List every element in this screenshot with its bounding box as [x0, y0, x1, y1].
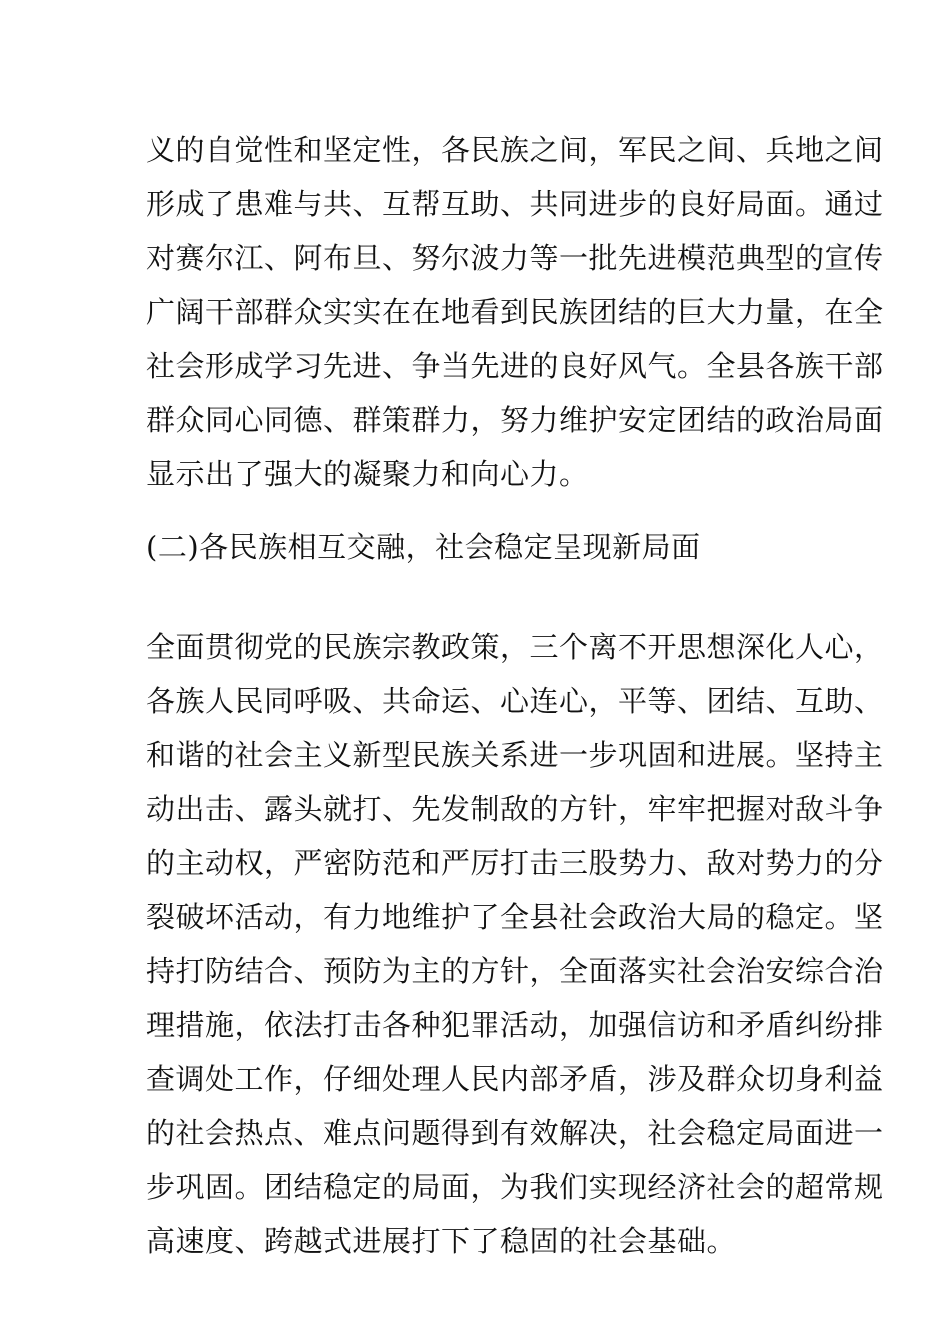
section-heading	[146, 520, 816, 574]
text-line: 显示出了强大的凝聚力和向心力。	[146, 457, 589, 491]
text-line: 各族人民同呼吸、共命运、心连心，平等、团结、互助、	[146, 684, 884, 718]
text-line: 形成了患难与共、互帮互助、共同进步的良好局面。通过	[146, 187, 884, 221]
text-line: 动出击、露头就打、先发制敌的方针，牢牢把握对敌斗争	[146, 792, 884, 826]
text-line: 和谐的社会主义新型民族关系进一步巩固和进展。坚持主	[146, 738, 884, 772]
text-line: 义的自觉性和坚定性，各民族之间，军民之间、兵地之间	[146, 133, 884, 167]
text-line: 查调处工作，仔细处理人民内部矛盾，涉及群众切身利益	[146, 1062, 884, 1096]
paragraph-1	[146, 123, 884, 501]
text-line: 步巩固。团结稳定的局面，为我们实现经济社会的超常规	[146, 1170, 884, 1204]
text-line: 的社会热点、难点问题得到有效解决，社会稳定局面进一	[146, 1116, 884, 1150]
section-heading-text: (二)各民族相互交融，社会稳定呈现新局面	[146, 530, 701, 564]
text-line: 裂破坏活动，有力地维护了全县社会政治大局的稳定。坚	[146, 900, 884, 934]
text-line: 社会形成学习先进、争当先进的良好风气。全县各族干部	[146, 349, 884, 383]
text-line: 持打防结合、预防为主的方针，全面落实社会治安综合治	[146, 954, 884, 988]
text-line: 全面贯彻党的民族宗教政策，三个离不开思想深化人心，	[146, 630, 884, 664]
text-line: 群众同心同德、群策群力，努力维护安定团结的政治局面	[146, 403, 884, 437]
text-line: 理措施，依法打击各种犯罪活动，加强信访和矛盾纠纷排	[146, 1008, 884, 1042]
paragraph-2	[146, 620, 884, 1268]
text-line: 的主动权，严密防范和严厉打击三股势力、敌对势力的分	[146, 846, 884, 880]
text-line: 对赛尔江、阿布旦、努尔波力等一批先进模范典型的宣传	[146, 241, 884, 275]
text-line: 高速度、跨越式进展打下了稳固的社会基础。	[146, 1224, 737, 1258]
text-line: 广阔干部群众实实在在地看到民族团结的巨大力量，在全	[146, 295, 884, 329]
